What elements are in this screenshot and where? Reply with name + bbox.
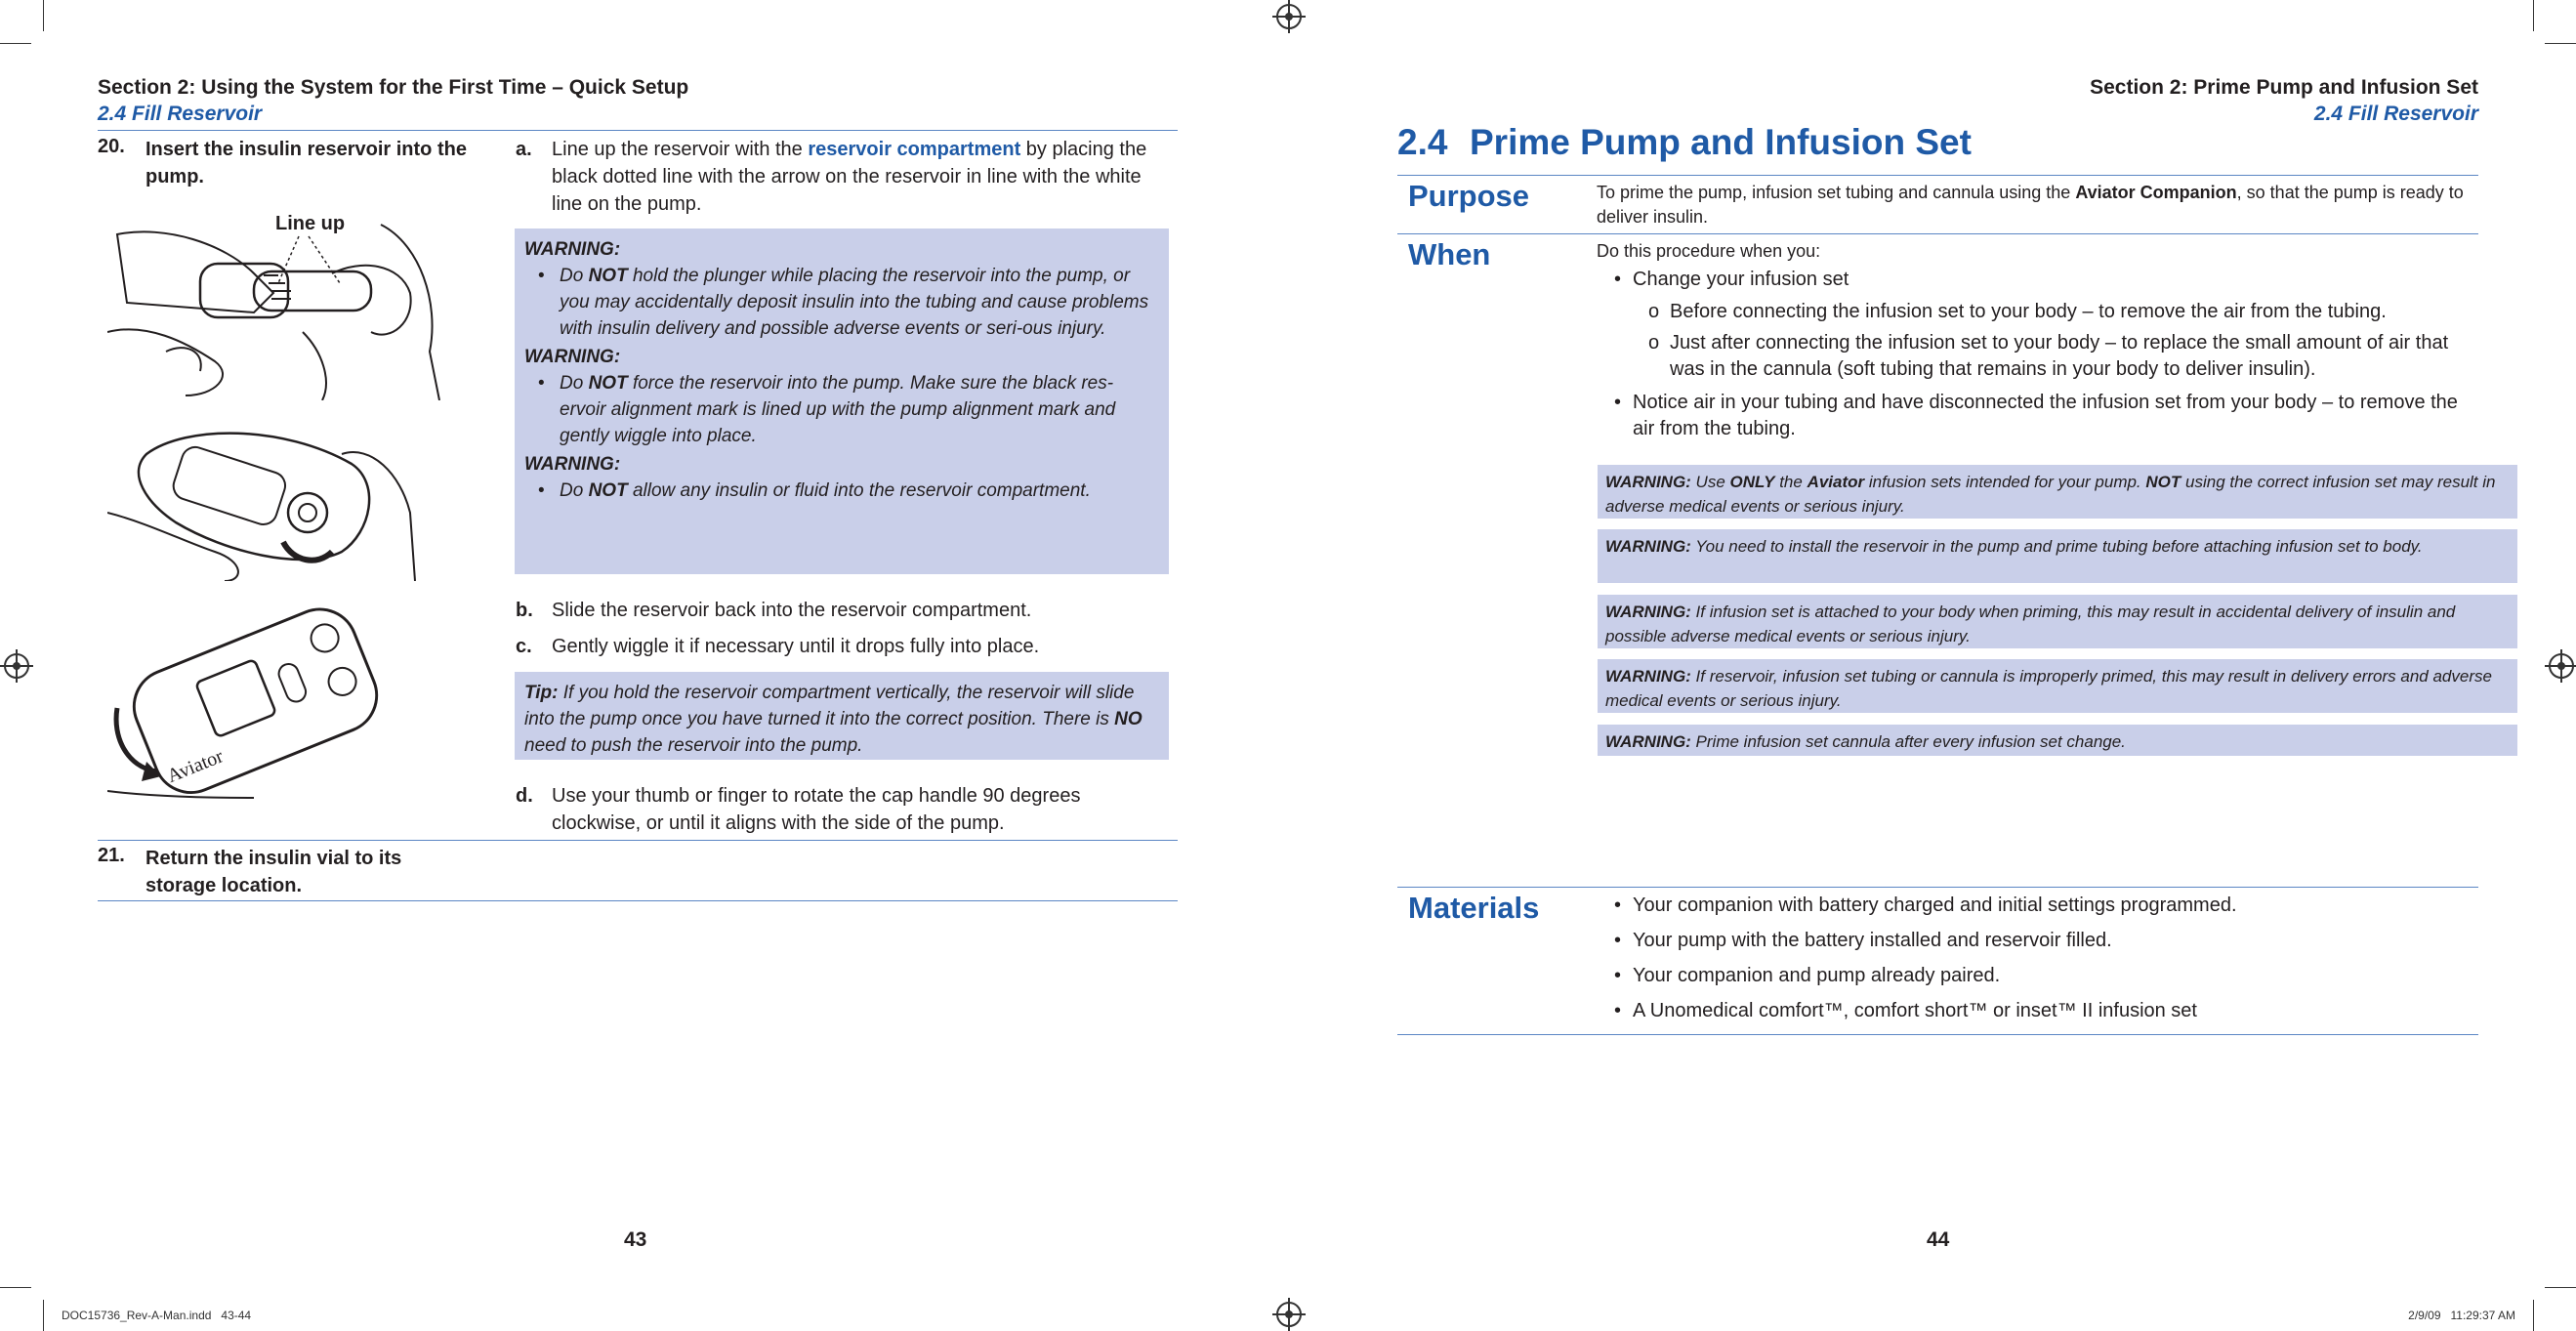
warning-box: WARNING: Prime infusion set cannula after every infusion set change. bbox=[1598, 725, 2517, 756]
warning-label: WARNING: bbox=[524, 347, 621, 367]
crop-mark bbox=[43, 0, 44, 31]
tip-label: Tip: bbox=[524, 683, 559, 703]
line-up-callout: Line up bbox=[275, 213, 346, 234]
step-a-letter: a. bbox=[516, 139, 532, 160]
warning-item: • Do NOT allow any insulin or fluid into the reservoir compartment. bbox=[524, 478, 1159, 504]
step-b-text: Slide the reservoir back into the reservoir compartment. bbox=[552, 600, 1032, 621]
materials-top-rule bbox=[1397, 887, 2478, 888]
registration-mark-icon bbox=[4, 653, 29, 679]
materials-item: • Your companion and pump already paired. bbox=[1609, 963, 2459, 989]
slug-timestamp: 2/9/09 11:29:37 AM bbox=[2408, 1309, 2515, 1322]
warning-box: WARNING: If infusion set is attached to your body when priming, this may result in accidental delivery of insulin and possible adverse medical events or serious injury. bbox=[1598, 595, 2517, 648]
step-c-text: Gently wiggle it if necessary until it drops fully into place. bbox=[552, 636, 1040, 657]
step-d-text: Use your thumb or finger to rotate the cap handle 90 degrees clockwise, or until it aligns with the side of the pump. bbox=[552, 785, 1081, 834]
page-number-right: 44 bbox=[1927, 1228, 1950, 1251]
step-divider bbox=[98, 900, 1178, 901]
aviator-device-label: Aviator bbox=[164, 745, 227, 788]
materials-item: • Your companion with battery charged and initial settings programmed. bbox=[1609, 893, 2459, 919]
crop-mark bbox=[2533, 0, 2534, 31]
when-subitem: o Just after connecting the infusion set to your body – to replace the small amount of air that was in the cannula (soft tubing that remains in your body to deliver insulin). bbox=[1646, 330, 2459, 383]
materials-label: Materials bbox=[1408, 891, 1540, 925]
warning-label: WARNING: bbox=[524, 454, 621, 475]
purpose-text: To prime the pump, infusion set tubing and cannula using the Aviator Companion, so that the pump is ready to deliver insulin. bbox=[1597, 183, 2464, 227]
left-header-title: Section 2: Using the System for the First Time – Quick Setup bbox=[98, 76, 689, 99]
step-20-number: 20. bbox=[98, 136, 125, 157]
registration-mark-icon bbox=[1276, 1302, 1302, 1327]
purpose-label: Purpose bbox=[1408, 179, 1530, 213]
step-d-letter: d. bbox=[516, 785, 533, 807]
when-label: When bbox=[1408, 237, 1491, 271]
slug-filename: DOC15736_Rev-A-Man.indd 43-44 bbox=[62, 1309, 252, 1322]
crop-mark bbox=[2545, 1287, 2576, 1288]
step-divider bbox=[98, 840, 1178, 841]
materials-item: • A Unomedical comfort™, comfort short™ or inset™ II infusion set bbox=[1609, 998, 2459, 1024]
materials-list bbox=[1609, 893, 2459, 1024]
crop-mark bbox=[0, 1287, 31, 1288]
left-header-subtitle: 2.4 Fill Reservoir bbox=[98, 103, 263, 125]
crop-mark bbox=[2533, 1300, 2534, 1331]
reservoir-rotate-illustration bbox=[107, 415, 420, 581]
warning-item: • Do NOT force the reservoir into the pump. Make sure the black res-ervoir alignment mark is lined up with the pump alignment mark and gently wiggle into place. bbox=[524, 370, 1159, 449]
step-a-text: Line up the reservoir with the reservoir compartment by placing the black dotted line with the arrow on the reservoir in line with the white line on the pump. bbox=[552, 139, 1147, 215]
when-subitem: o Before connecting the infusion set to your body – to remove the air from the tubing. bbox=[1646, 299, 2459, 325]
warning-box: WARNING: You need to install the reservoir in the pump and prime tubing before attaching infusion set to body. bbox=[1598, 529, 2517, 583]
step-20-text: Insert the insulin reservoir into the pump. bbox=[145, 139, 467, 187]
registration-mark-icon bbox=[2549, 653, 2574, 679]
crop-mark bbox=[0, 43, 31, 44]
warning-label: WARNING: bbox=[524, 239, 621, 260]
when-intro: Do this procedure when you: bbox=[1597, 241, 1821, 261]
materials-bottom-rule bbox=[1397, 1034, 2478, 1035]
right-header-subtitle: 2.4 Fill Reservoir bbox=[2313, 103, 2478, 125]
when-item: • Notice air in your tubing and have disconnected the infusion set from your body – to remove the air from the tubing. bbox=[1609, 390, 2459, 442]
section-title-rule bbox=[1397, 175, 2478, 176]
section-number: 2.4 bbox=[1397, 122, 1448, 162]
when-item: • Change your infusion set bbox=[1609, 267, 2459, 293]
section-title: Prime Pump and Infusion Set bbox=[1470, 122, 1972, 162]
step-c-letter: c. bbox=[516, 636, 532, 657]
reservoir-compartment-link[interactable]: reservoir compartment bbox=[808, 139, 1021, 160]
reservoir-insertion-illustration bbox=[107, 205, 459, 400]
crop-mark bbox=[43, 1300, 44, 1331]
warning-item: • Do NOT hold the plunger while placing the reservoir into the pump, or you may accidentally deposit insulin into the tubing and cause problems with insulin delivery and possible adverse events or seri-ous injury. bbox=[524, 263, 1159, 342]
when-list bbox=[1609, 267, 2459, 442]
page-number-left: 43 bbox=[624, 1228, 647, 1251]
purpose-rule bbox=[1397, 233, 2478, 234]
step-21-text: Return the insulin vial to its storage location. bbox=[145, 848, 402, 896]
warning-box bbox=[515, 229, 1169, 574]
registration-mark-icon bbox=[1276, 4, 1302, 29]
materials-item: • Your pump with the battery installed and reservoir filled. bbox=[1609, 928, 2459, 954]
warning-box: WARNING: Use ONLY the Aviator infusion sets intended for your pump. NOT using the correct infusion set may result in adverse medical events or serious injury. bbox=[1598, 465, 2517, 519]
left-header-rule bbox=[98, 130, 1178, 131]
right-header-title: Section 2: Prime Pump and Infusion Set bbox=[2090, 76, 2478, 99]
tip-box: Tip: If you hold the reservoir compartment vertically, the reservoir will slide into the pump once you have turned it into the correct position. There is NO need to push the reservoir into the pump. bbox=[515, 672, 1169, 760]
aviator-pump-illustration bbox=[107, 591, 391, 801]
step-b-letter: b. bbox=[516, 600, 533, 621]
step-21-number: 21. bbox=[98, 845, 125, 866]
warning-box: WARNING: If reservoir, infusion set tubing or cannula is improperly primed, this may result in delivery errors and adverse medical events or serious injury. bbox=[1598, 659, 2517, 713]
crop-mark bbox=[2545, 43, 2576, 44]
